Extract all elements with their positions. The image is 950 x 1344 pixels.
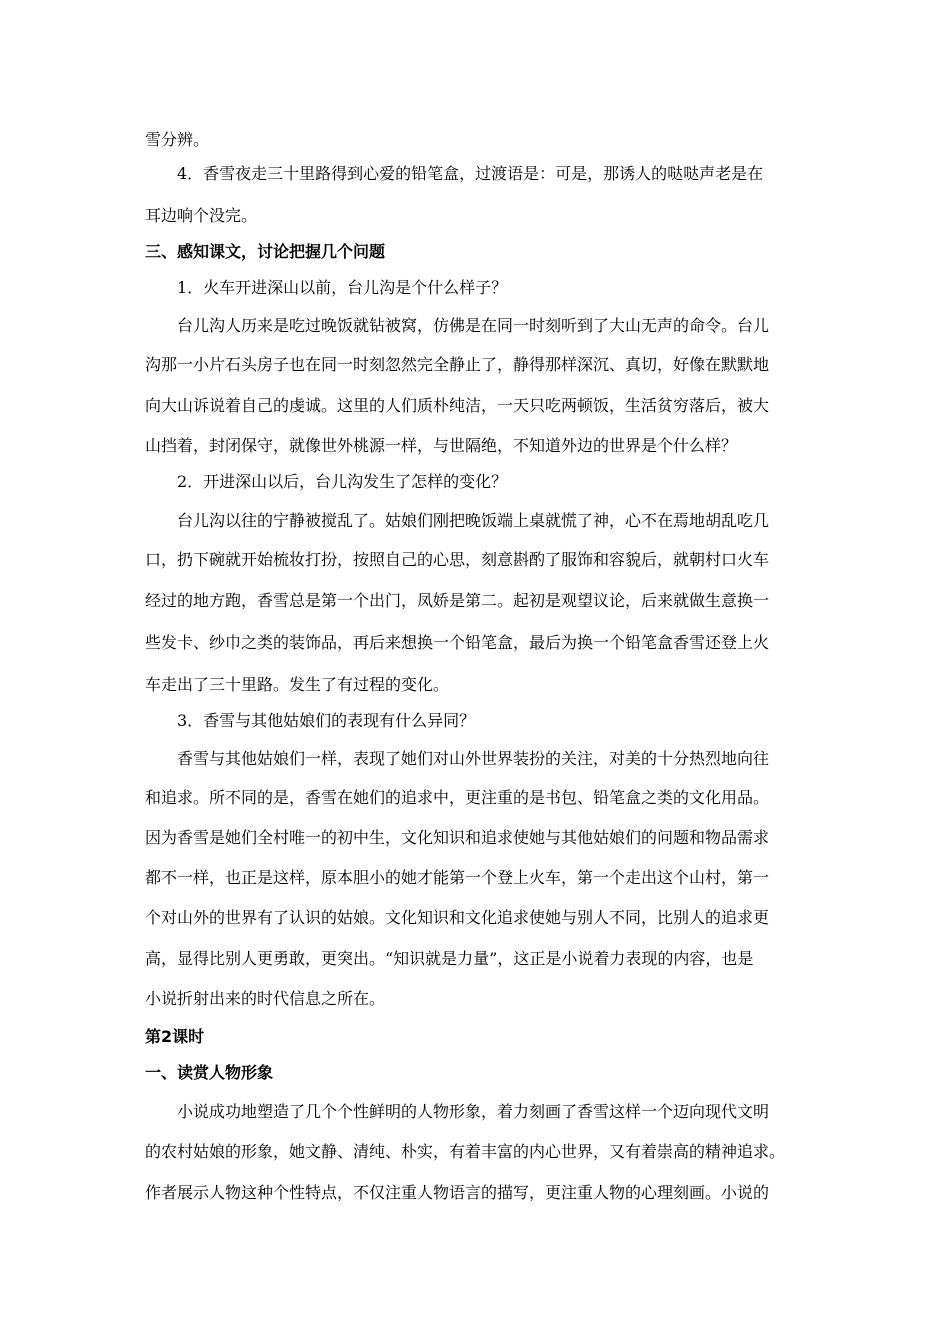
paragraph-line: 向大山诉说着自己的虔诚。这里的人们质朴纯洁，一天只吃两顿饭，生活贫穷落后，被大 — [145, 396, 770, 415]
section-heading: 一、读赏人物形象 — [145, 1063, 274, 1082]
paragraph-line: 的农村姑娘的形象，她文静、清纯、朴实，有着丰富的内心世界，又有着崇高的精神追求。 — [145, 1142, 786, 1161]
paragraph-line: 小说成功地塑造了几个个性鲜明的人物形象，着力刻画了香雪这样一个迈向现代文明 — [177, 1102, 770, 1121]
paragraph-line: 香雪与其他姑娘们一样，表现了她们对山外世界装扮的关注，对美的十分热烈地向往 — [177, 749, 770, 768]
paragraph-line: 小说折射出来的时代信息之所在。 — [145, 989, 386, 1008]
paragraph-line: 高，显得比别人更勇敢，更突出。“知识就是力量”，这正是小说着力表现的内容，也是 — [145, 949, 754, 968]
paragraph-line: 台儿沟人历来是吃过晚饭就钻被窝，仿佛是在同一时刻听到了大山无声的命令。台儿 — [177, 316, 770, 335]
question-line: 1．火车开进深山以前，台儿沟是个什么样子？ — [177, 278, 508, 297]
paragraph-line: 作者展示人物这种个性特点，不仅注重人物语言的描写，更注重人物的心理刻画。小说的 — [145, 1183, 770, 1202]
lesson-heading: 第2课时 — [145, 1027, 205, 1046]
paragraph-line: 因为香雪是她们全村唯一的初中生，文化知识和追求使她与其他姑娘们的问题和物品需求 — [145, 828, 770, 847]
paragraph-line: 台儿沟以往的宁静被搅乱了。姑娘们刚把晚饭端上桌就慌了神，心不在焉地胡乱吃几 — [177, 511, 770, 530]
paragraph-line: 雪分辨。 — [145, 130, 210, 149]
question-line: 2．开进深山以后，台儿沟发生了怎样的变化？ — [177, 472, 508, 491]
paragraph-line: 个对山外的世界有了认识的姑娘。文化知识和文化追求使她与别人不同，比别人的追求更 — [145, 908, 770, 927]
paragraph-line: 4．香雪夜走三十里路得到心爱的铅笔盒，过渡语是：可是，那诱人的哒哒声老是在 — [177, 164, 764, 183]
paragraph-line: 山挡着，封闭保守，就像世外桃源一样，与世隔绝，不知道外边的世界是个什么样？ — [145, 436, 738, 455]
paragraph-line: 耳边响个没完。 — [145, 206, 258, 225]
paragraph-line: 和追求。所不同的是，香雪在她们的追求中，更注重的是书包、铅笔盒之类的文化用品。 — [145, 788, 770, 807]
paragraph-line: 沟那一小片石头房子也在同一时刻忽然完全静止了，静得那样深沉、真切，好像在默默地 — [145, 355, 770, 374]
question-line: 3．香雪与其他姑娘们的表现有什么异同？ — [177, 711, 476, 730]
paragraph-line: 经过的地方跑，香雪总是第一个出门，凤娇是第二。起初是观望议论，后来就做生意换一 — [145, 591, 770, 610]
paragraph-line: 都不一样，也正是这样，原本胆小的她才能第一个登上火车，第一个走出这个山村，第一 — [145, 868, 770, 887]
paragraph-line: 口，扔下碗就开始梳妆打扮，按照自己的心思，刻意斟酌了服饰和容貌后，就朝村口火车 — [145, 550, 770, 569]
paragraph-line: 车走出了三十里路。发生了有过程的变化。 — [145, 675, 450, 694]
section-heading: 三、感知课文，讨论把握几个问题 — [145, 242, 386, 261]
paragraph-line: 些发卡、纱巾之类的装饰品，再后来想换一个铅笔盒，最后为换一个铅笔盒香雪还登上火 — [145, 633, 770, 652]
